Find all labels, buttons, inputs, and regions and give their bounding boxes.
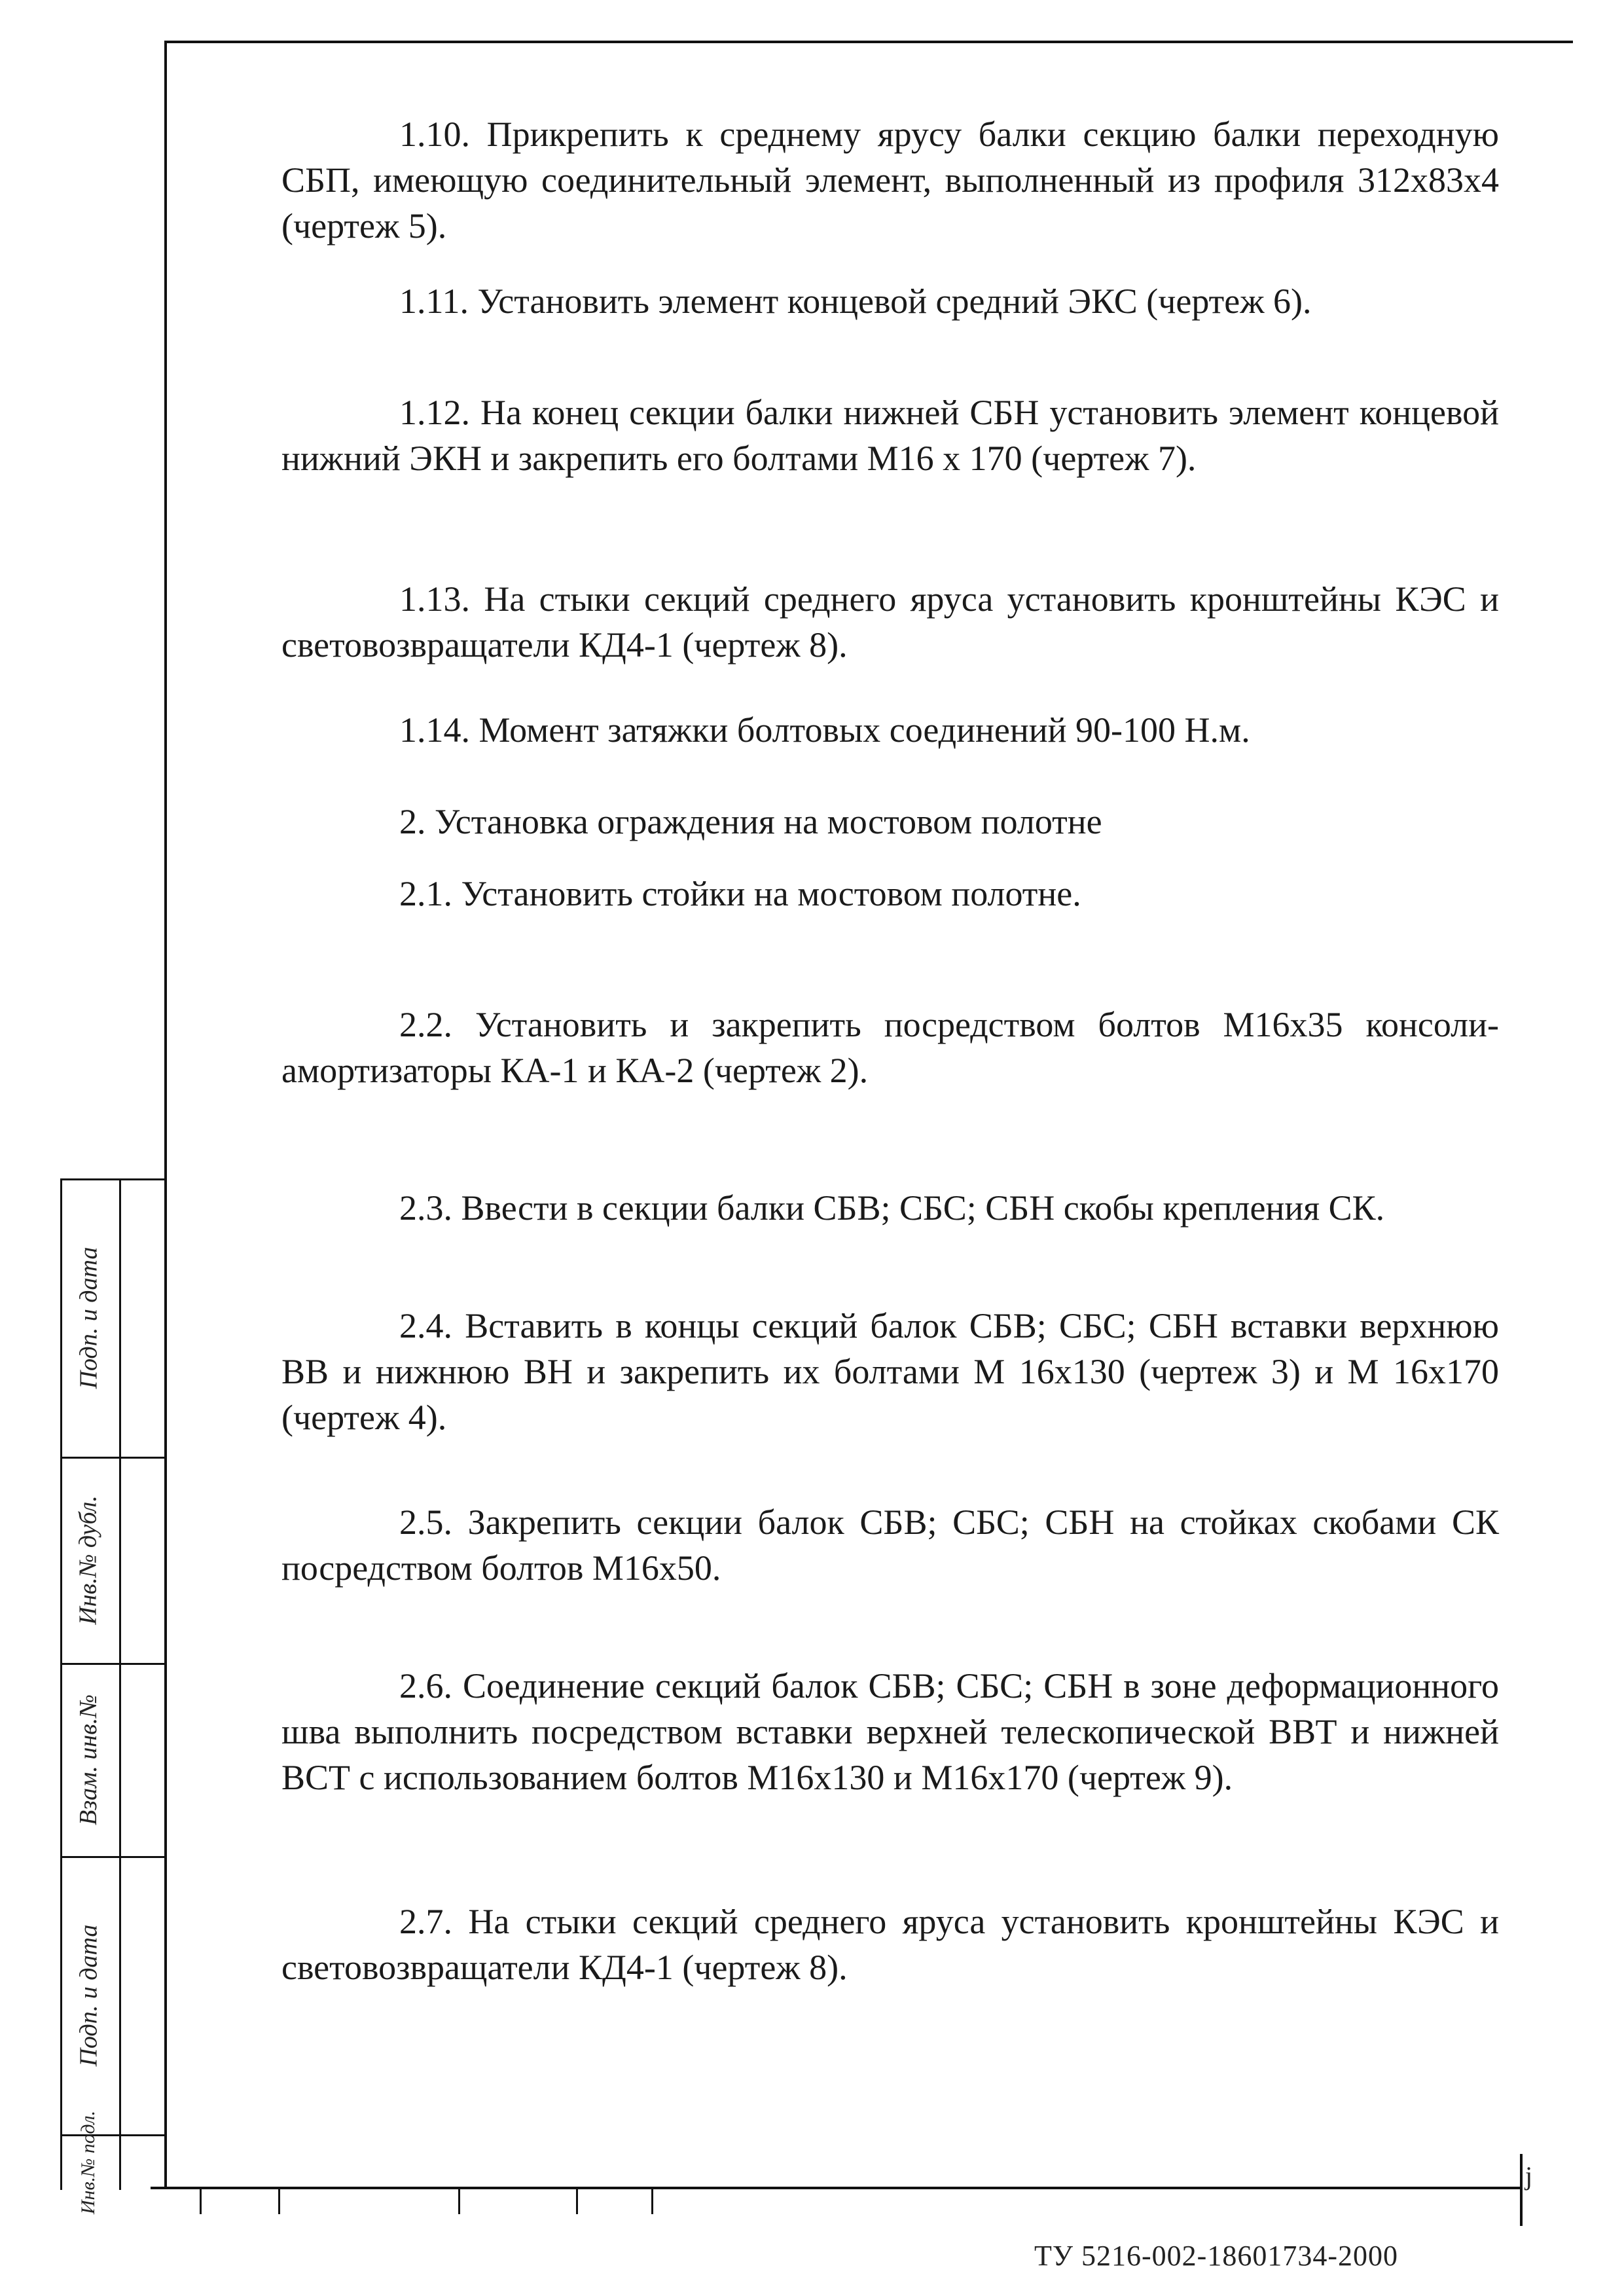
paragraph-1-14: 1.14. Момент затяжки болтовых соединений 90-100 Н.м. [399,710,1250,750]
title-block-tick [651,2187,653,2214]
stamp-podp-data-top: Подп. и дата [75,1247,103,1389]
paragraph-2-1: 2.1. Установить стойки на мостовом полотне. [399,874,1081,913]
paragraph-2-5: 2.5. Закрепить секции балок СБВ; СБС; СБН на стойках скобами СК посредством болтов М16x50. [281,1503,1499,1588]
frame-right-tick [1520,2154,1523,2226]
title-block-tick [458,2187,460,2214]
title-block-tick [278,2187,280,2214]
stamp-podp-data-bottom: Подп. и дата [75,1924,103,2066]
paragraph-2-6: 2.6. Соединение секций балок СБВ; СБС; СБН в зоне деформационного шва выполнить посредством вставки верхней телескопической ВВТ и нижней ВСТ с использованием болтов М16x130 и М16x170 (чертеж 9). [281,1666,1499,1797]
paragraph-1-10: 1.10. Прикрепить к среднему ярусу балки секцию балки переходную СБП, имеющую соединительный элемент, выполненный из профиля 312x83x4 (чертеж 5). [281,115,1499,246]
margin-stamp [60,1178,166,2214]
title-block-tick [200,2187,202,2214]
stamp-line [119,1178,121,2190]
paragraph-1-13: 1.13. На стыки секций среднего яруса установить кронштейны КЭС и световозвращатели КД4-1 (чертеж 8). [281,579,1499,665]
paragraph-2-2: 2.2. Установить и закрепить посредством болтов М16x35 консоли-амортизаторы КА-1 и КА-2 (чертеж 2). [281,1005,1499,1090]
title-block-tick [576,2187,578,2214]
sheet-mark: j [1525,2161,1533,2191]
document-code: ТУ 5216-002-18601734-2000 [1034,2240,1398,2272]
paragraph-2-4: 2.4. Вставить в концы секций балок СБВ; СБС; СБН вставки верхнюю ВВ и нижнюю ВН и закрепить их болтами М 16x130 (чертеж 3) и М 16x170 (чертеж 4). [281,1306,1499,1437]
frame-top-border [166,41,1573,43]
stamp-line [60,1178,62,2190]
paragraph-2-3: 2.3. Ввести в секции балки СБВ; СБС; СБН скобы крепления СК. [399,1188,1385,1228]
paragraph-2-7: 2.7. На стыки секций среднего яруса установить кронштейны КЭС и световозвращатели КД4-1 (чертеж 8). [281,1902,1499,1987]
stamp-inv-dubl: Инв.№ дубл. [75,1495,103,1625]
stamp-inv-podl: Инв.№ подл. [77,2110,99,2214]
paragraph-1-12: 1.12. На конец секции балки нижней СБН установить элемент концевой нижний ЭКН и закрепить его болтами М16 x 170 (чертеж 7). [281,393,1499,478]
stamp-vzam-inv: Взам. инв.№ [75,1694,102,1825]
paragraph-1-11: 1.11. Установить элемент концевой средний ЭКС (чертеж 6). [399,282,1312,321]
section-2-heading: 2. Установка ограждения на мостовом полотне [399,802,1102,841]
frame-bottom-border [151,2187,1522,2189]
